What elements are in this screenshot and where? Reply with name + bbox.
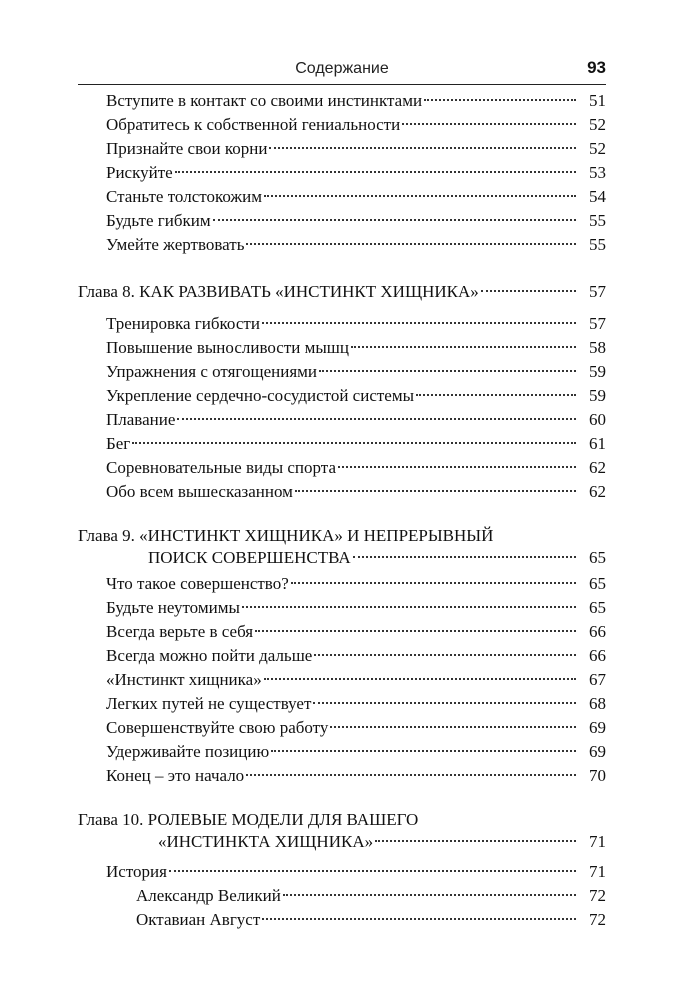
- dot-leader: [295, 490, 576, 492]
- dot-leader: [481, 290, 576, 292]
- toc-entry: [106, 597, 606, 619]
- dot-leader: [177, 418, 576, 420]
- dot-leader: [242, 606, 576, 608]
- toc-entry-title: Рискуйте: [106, 163, 173, 182]
- dot-leader: [262, 322, 576, 324]
- dot-leader: [291, 582, 576, 584]
- toc-entry-page: 66: [589, 646, 606, 665]
- dot-leader: [314, 654, 576, 656]
- toc-entry-title: Вступите в контакт со своими инстинктами: [106, 91, 423, 110]
- dot-leader: [353, 556, 576, 558]
- toc-subentry-page: 72: [589, 886, 606, 905]
- toc-entry-title: Удерживайте позицию: [106, 742, 270, 761]
- toc-entry-title: Умейте жертвовать: [106, 235, 245, 254]
- toc-entry-title: Конец – это начало: [106, 766, 245, 785]
- dot-leader: [416, 394, 576, 396]
- toc-entry-title: Легких путей не существует: [106, 694, 312, 713]
- toc-entry-page: 70: [589, 766, 606, 785]
- dot-leader: [169, 870, 576, 872]
- toc-entry-title: Повышение выносливости мышц: [106, 338, 349, 357]
- toc-chapter-page: 65: [589, 548, 606, 567]
- dot-leader: [424, 99, 576, 101]
- toc-entry: [106, 186, 606, 208]
- toc-entry-title: Признайте свои корни: [106, 139, 268, 158]
- toc-entry-title: История: [106, 862, 167, 881]
- toc-entry-page: 65: [589, 598, 606, 617]
- running-head-title: Содержание: [295, 60, 389, 77]
- dot-leader: [402, 123, 576, 125]
- toc-entry: [106, 138, 606, 160]
- toc-entry: [106, 645, 606, 667]
- toc-entry: [106, 457, 606, 479]
- toc-entry-page: 52: [589, 139, 606, 158]
- dot-leader: [246, 243, 576, 245]
- toc-entry-title: Будьте неутомимы: [106, 598, 240, 617]
- toc-chapter-page: 71: [589, 832, 606, 851]
- toc-entry-title: Укрепление сердечно-сосудистой системы: [106, 386, 415, 405]
- dot-leader: [264, 195, 576, 197]
- dot-leader: [246, 774, 576, 776]
- toc-chapter-title: Глава 8. КАК РАЗВИВАТЬ «ИНСТИНКТ ХИЩНИКА»: [78, 282, 479, 301]
- toc-entry: [106, 621, 606, 643]
- toc-chapter-title-continued: «ИНСТИНКТА ХИЩНИКА»: [158, 832, 374, 851]
- dot-leader: [319, 370, 576, 372]
- toc-chapter: [148, 547, 606, 569]
- toc-entry: [106, 693, 606, 715]
- toc-subentry: [136, 885, 606, 907]
- toc-subentry-title: Александр Великий: [136, 886, 281, 905]
- dot-leader: [269, 147, 576, 149]
- toc-entry-title: Обратитесь к собственной гениальности: [106, 115, 401, 134]
- toc-entry-title: Всегда верьте в себя: [106, 622, 254, 641]
- dot-leader: [262, 918, 576, 920]
- toc-entry-page: 51: [589, 91, 606, 110]
- toc-entry-title: Плавание: [106, 410, 176, 429]
- toc-entry-title: Что такое совершенство?: [106, 574, 289, 593]
- dot-leader: [351, 346, 576, 348]
- toc-entry-page: 67: [589, 670, 606, 689]
- toc-subentry-title: Октавиан Август: [136, 910, 261, 929]
- toc-entry: [106, 385, 606, 407]
- toc-entry-title: Будьте гибким: [106, 211, 211, 230]
- running-head: [78, 58, 606, 82]
- dot-leader: [283, 894, 576, 896]
- dot-leader: [330, 726, 576, 728]
- toc-entry-page: 55: [589, 235, 606, 254]
- toc-chapter: [158, 831, 606, 853]
- toc-chapter-title: Глава 10. РОЛЕВЫЕ МОДЕЛИ ДЛЯ ВАШЕГО: [78, 810, 419, 829]
- toc-entry-title: Соревновательные виды спорта: [106, 458, 336, 477]
- toc-chapter-title: Глава 9. «ИНСТИНКТ ХИЩНИКА» И НЕПРЕРЫВНЫЙ: [78, 526, 494, 545]
- toc-subentry: [136, 909, 606, 931]
- page-number: 93: [587, 58, 606, 77]
- toc-entry: [106, 433, 606, 455]
- toc-entry-title: Упражнения с отягощениями: [106, 362, 317, 381]
- dot-leader: [175, 171, 576, 173]
- toc-entry-page: 54: [589, 187, 606, 206]
- dot-leader: [255, 630, 576, 632]
- dot-leader: [271, 750, 576, 752]
- toc-entry: [106, 90, 606, 112]
- toc-chapter-title-continued: ПОИСК СОВЕРШЕНСТВА: [148, 548, 351, 567]
- toc-entry: [106, 337, 606, 359]
- dot-leader: [264, 678, 576, 680]
- toc-chapter: [78, 281, 606, 303]
- toc-entry: [106, 162, 606, 184]
- toc-entry-title: Обо всем вышесказанном: [106, 482, 293, 501]
- dot-leader: [132, 442, 576, 444]
- toc-entry: [106, 409, 606, 431]
- toc-entry-page: 53: [589, 163, 606, 182]
- toc-entry: [106, 717, 606, 739]
- toc-entry-page: 59: [589, 362, 606, 381]
- toc-entry: [106, 234, 606, 256]
- toc-entry: [106, 741, 606, 763]
- dot-leader: [375, 840, 576, 842]
- dot-leader: [313, 702, 576, 704]
- toc-entry-page: 66: [589, 622, 606, 641]
- toc-entry-page: 62: [589, 458, 606, 477]
- toc-entry: [106, 573, 606, 595]
- toc-entry-page: 61: [589, 434, 606, 453]
- toc-entry-page: 59: [589, 386, 606, 405]
- toc-entry: [106, 765, 606, 787]
- toc-entry-title: Всегда можно пойти дальше: [106, 646, 313, 665]
- toc-entry: [106, 114, 606, 136]
- toc-entry-page: 68: [589, 694, 606, 713]
- toc-entry-page: 58: [589, 338, 606, 357]
- header-rule: [78, 84, 606, 85]
- toc-entry-title: Совершенствуйте свою работу: [106, 718, 329, 737]
- dot-leader: [213, 219, 576, 221]
- toc-entry: [106, 481, 606, 503]
- toc-entry-page: 55: [589, 211, 606, 230]
- toc-entry-page: 69: [589, 742, 606, 761]
- toc-entry-title: «Инстинкт хищника»: [106, 670, 262, 689]
- toc-entry-page: 65: [589, 574, 606, 593]
- toc-entry: [106, 361, 606, 383]
- toc-entry-title: Бег: [106, 434, 131, 453]
- toc-entry-title: Станьте толстокожим: [106, 187, 263, 206]
- toc-entry: [106, 669, 606, 691]
- toc-entry-page: 60: [589, 410, 606, 429]
- toc-subentry-page: 72: [589, 910, 606, 929]
- toc-chapter-page: 57: [589, 282, 606, 301]
- toc-entry-page: 71: [589, 862, 606, 881]
- toc-entry-page: 62: [589, 482, 606, 501]
- toc-entry-page: 57: [589, 314, 606, 333]
- toc-entry-page: 69: [589, 718, 606, 737]
- dot-leader: [338, 466, 576, 468]
- toc-entry-page: 52: [589, 115, 606, 134]
- toc-entry: [106, 861, 606, 883]
- toc-entry: [106, 313, 606, 335]
- toc-entry: [106, 210, 606, 232]
- toc-entry-title: Тренировка гибкости: [106, 314, 260, 333]
